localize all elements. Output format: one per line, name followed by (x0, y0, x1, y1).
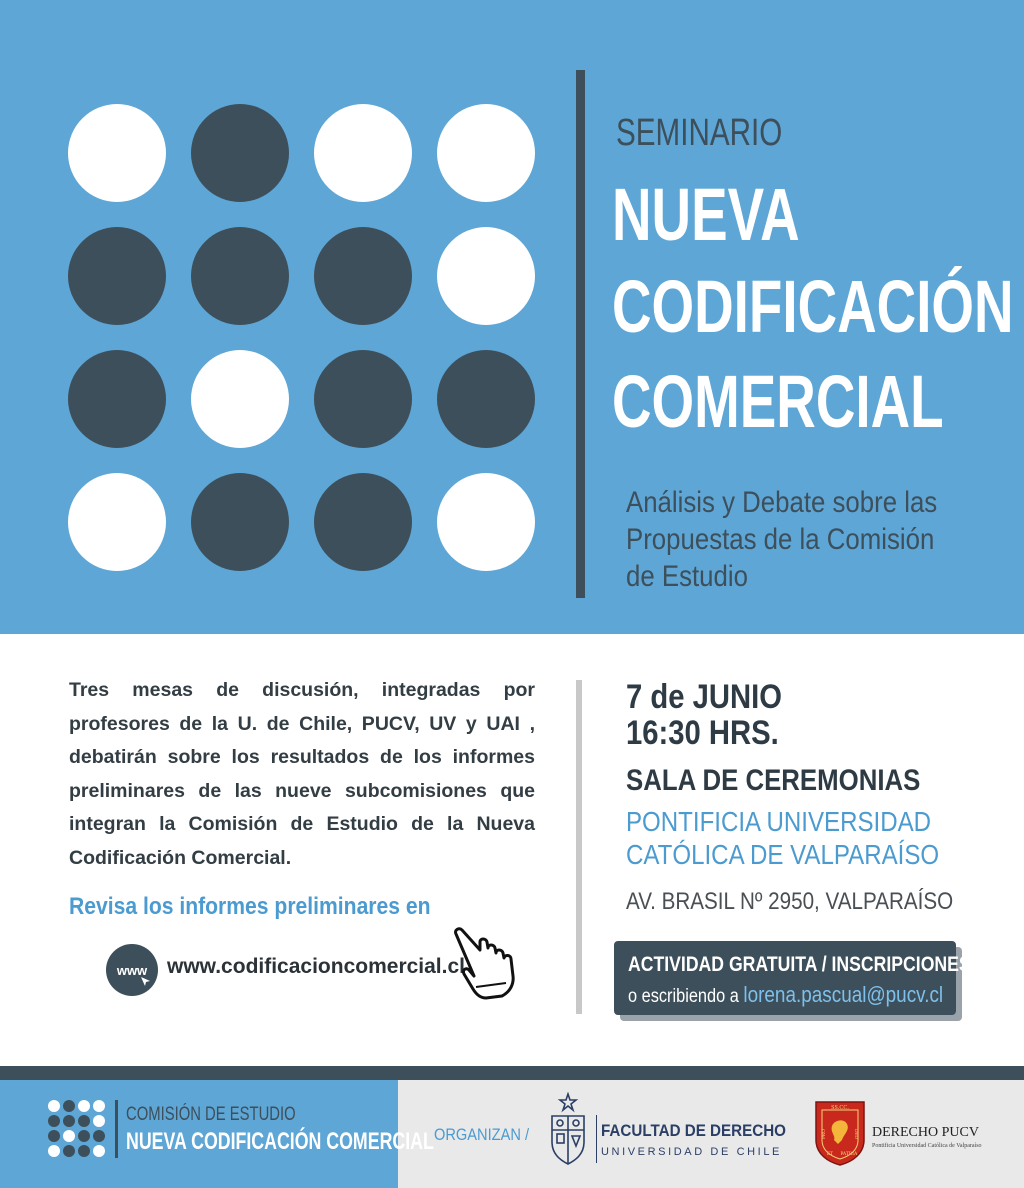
contact-email-link[interactable]: lorena.pascual@pucv.cl (743, 982, 944, 1007)
logo-dot (78, 1100, 90, 1112)
faculty-university: UNIVERSIDAD DE CHILE (601, 1146, 782, 1158)
logo-dot (48, 1145, 60, 1157)
logo-dot (63, 1130, 75, 1142)
hero-divider (576, 70, 585, 598)
seal-text-left: PRO (822, 1129, 827, 1139)
details-divider (576, 680, 582, 1014)
logo-dot (63, 1115, 75, 1127)
pointing-hand-icon (450, 926, 530, 1002)
logo-dot (78, 1115, 90, 1127)
faculty-name: FACULTAD DE DERECHO (601, 1122, 786, 1140)
logo-dot (93, 1100, 105, 1112)
pattern-dot (191, 350, 289, 448)
pattern-dot (314, 227, 412, 325)
logo-dot (48, 1115, 60, 1127)
organizers-label: ORGANIZAN / (434, 1125, 530, 1144)
subtitle (626, 484, 937, 595)
logo-dot (48, 1130, 60, 1142)
event-date: 7 de JUNIO (626, 678, 782, 716)
reports-prompt: Revisa los informes preliminares en (69, 893, 431, 920)
footer-divider-bar (0, 1066, 1024, 1080)
pattern-dot (314, 473, 412, 571)
event-time: 16:30 HRS. (626, 714, 779, 752)
pucv-seal-icon (814, 1100, 866, 1166)
pattern-dot (191, 473, 289, 571)
pattern-dot (437, 473, 535, 571)
university-line-1: PONTIFICIA UNIVERSIDAD (626, 806, 932, 837)
commission-logo-divider (115, 1100, 118, 1158)
logo-dot (78, 1145, 90, 1157)
pucv-name: DERECHO PUCV (872, 1125, 979, 1140)
www-icon-text: www (116, 962, 148, 978)
universidad-de-chile-crest-icon (548, 1092, 588, 1166)
pattern-dot (437, 104, 535, 202)
pattern-dot (68, 104, 166, 202)
title-line-3: COMERCIAL (612, 360, 944, 443)
pattern-dot (68, 227, 166, 325)
event-description: Tres mesas de discusión, integradas por profesores de la U. de Chile, PUCV, UV y UAI , debatirán sobre los resultados de los informes preliminares de las nueve subcomisiones que integran la Comisión de Estudio de la Nueva Codificación Comercial. (69, 679, 535, 869)
pattern-dot (314, 350, 412, 448)
logo-dot (63, 1145, 75, 1157)
logo-dot (93, 1115, 105, 1127)
seminar-kicker: SEMINARIO (616, 112, 783, 154)
subtitle-line-2: Propuestas de la Comisión (626, 523, 935, 556)
university-line-2: CATÓLICA DE VALPARAÍSO (626, 839, 940, 870)
pattern-dot (314, 104, 412, 202)
logo-dot (93, 1145, 105, 1157)
event-address: AV. BRASIL Nº 2950, VALPARAÍSO (626, 888, 954, 915)
event-venue: SALA DE CEREMONIAS (626, 764, 921, 797)
cursor-arrow-icon (140, 976, 152, 988)
subtitle-line-1: Análisis y Debate sobre las (626, 486, 938, 519)
faculty-logo-divider (596, 1115, 597, 1163)
logo-dot (93, 1130, 105, 1142)
seal-text-right: DEO (853, 1128, 858, 1140)
pattern-dot (191, 104, 289, 202)
pattern-dot (437, 350, 535, 448)
registration-label[interactable]: ACTIVIDAD GRATUITA / INSCRIPCIONES AQUÍ (628, 953, 1020, 976)
logo-dot (48, 1100, 60, 1112)
website-link[interactable]: www.codificacioncomercial.cl (167, 955, 465, 978)
pattern-dot (437, 227, 535, 325)
logo-dot (63, 1100, 75, 1112)
www-icon (106, 944, 158, 996)
seal-text-top: SS.CC. (831, 1105, 849, 1111)
commission-subtitle: NUEVA CODIFICACIÓN COMERCIAL (126, 1128, 434, 1155)
seal-text-bottom-left: ET (826, 1152, 834, 1157)
commission-title: COMISIÓN DE ESTUDIO (126, 1104, 296, 1125)
title-line-1: NUEVA (612, 173, 800, 256)
registration-email-line (628, 982, 943, 1008)
logo-dot (78, 1130, 90, 1142)
pucv-fullname: Pontificia Universidad Católica de Valparaíso (872, 1143, 982, 1149)
pattern-dot (191, 227, 289, 325)
title-line-2: CODIFICACIÓN (612, 265, 1014, 348)
email-prefix: o escribiendo a (628, 986, 739, 1007)
pattern-dot (68, 473, 166, 571)
subtitle-line-3: de Estudio (626, 560, 748, 593)
pattern-dot (68, 350, 166, 448)
seal-text-bottom-right: PATRIA (840, 1152, 858, 1157)
